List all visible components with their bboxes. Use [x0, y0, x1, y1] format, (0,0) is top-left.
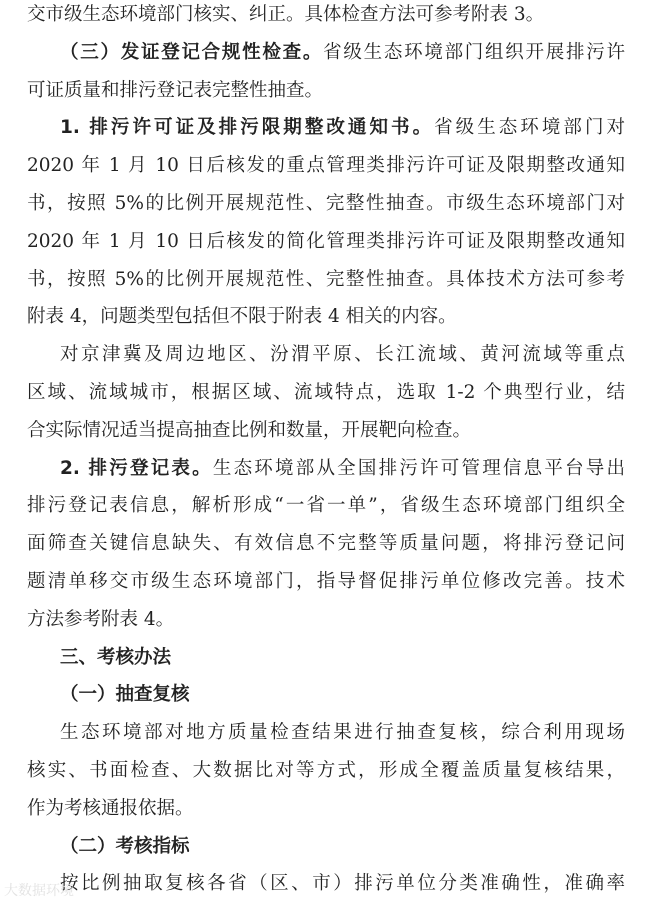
body-text: 生态环境部从全国排污许可管理信息平台导出: [212, 457, 625, 479]
text-line: [27, 109, 625, 147]
text-line: [27, 450, 625, 488]
text-line: [27, 790, 625, 828]
text-line: [27, 487, 625, 525]
body-text: 书，按照 5%的比例开展规范性、完整性抽查。市级生态环境部门对: [27, 192, 625, 214]
body-text: 对京津冀及周边地区、汾渭平原、长江流域、黄河流域等重点: [60, 344, 625, 366]
body-text: 作为考核通报依据。: [27, 797, 194, 819]
text-line: [27, 34, 625, 72]
text-line: [27, 336, 625, 374]
text-line: [27, 676, 625, 714]
heading-text: 1. 排污许可证及排污限期整改通知书。: [60, 117, 435, 139]
heading-text: 三、考核办法: [60, 646, 172, 668]
text-line: [27, 828, 625, 866]
body-text: 生态环境部对地方质量检查结果进行抽查复核，综合利用现场: [60, 722, 625, 744]
body-text: 2020 年 1 月 10 日后核发的重点管理类排污许可证及限期整改通知: [27, 155, 625, 177]
text-line: [27, 185, 625, 223]
text-line: [27, 639, 625, 677]
body-text: 方法参考附表 4。: [27, 608, 175, 630]
body-text: 核实、书面检查、大数据比对等方式，形成全覆盖质量复核结果，: [27, 759, 625, 781]
text-line: [27, 601, 625, 639]
heading-text: （一）抽查复核: [60, 684, 190, 706]
body-text: 附表 4，问题类型包括但不限于附表 4 相关的内容。: [27, 306, 457, 328]
text-line: [27, 261, 625, 299]
body-text: 题清单移交市级生态环境部门，指导督促排污单位修改完善。技术: [27, 570, 625, 592]
heading-text: （二）考核指标: [60, 835, 190, 857]
body-text: 可证质量和排污登记表完整性抽查。: [27, 79, 324, 101]
body-text: 区域、流域城市，根据区域、流域特点，选取 1-2 个典型行业，结: [27, 381, 625, 403]
text-line: [27, 298, 625, 336]
body-text: 书，按照 5%的比例开展规范性、完整性抽查。具体技术方法可参考: [27, 268, 625, 290]
text-line: [27, 374, 625, 412]
body-text: 面筛查关键信息缺失、有效信息不完整等质量问题，将排污登记问: [27, 533, 625, 555]
body-text: 2020 年 1 月 10 日后核发的简化管理类排污许可证及限期整改通知: [27, 230, 625, 252]
text-line: [27, 525, 625, 563]
text-line: [27, 752, 625, 790]
watermark: 大数据环境: [4, 883, 74, 899]
heading-text: （三）发证登记合规性检查。: [60, 41, 324, 63]
text-line: [27, 223, 625, 261]
text-line: [27, 412, 625, 450]
text-line: [27, 563, 625, 601]
body-text: 省级生态环境部门组织开展排污许: [323, 41, 625, 63]
body-text: 省级生态环境部门对: [434, 117, 625, 139]
text-line: [27, 72, 625, 110]
body-text: 交市级生态环境部门核实、纠正。具体检查方法可参考附表 3。: [27, 4, 545, 25]
text-line: [27, 865, 625, 903]
body-text: 按比例抽取复核各省（区、市）排污单位分类准确性，准确率: [60, 873, 625, 895]
document-body: [27, 0, 625, 903]
text-line: [27, 147, 625, 185]
heading-text: 2. 排污登记表。: [60, 457, 213, 479]
body-text: 排污登记表信息，解析形成“一省一单”，省级生态环境部门组织全: [27, 495, 625, 517]
text-line: [27, 714, 625, 752]
body-text: 合实际情况适当提高抽查比例和数量，开展靶向检查。: [27, 419, 472, 441]
text-line: [27, 0, 625, 34]
